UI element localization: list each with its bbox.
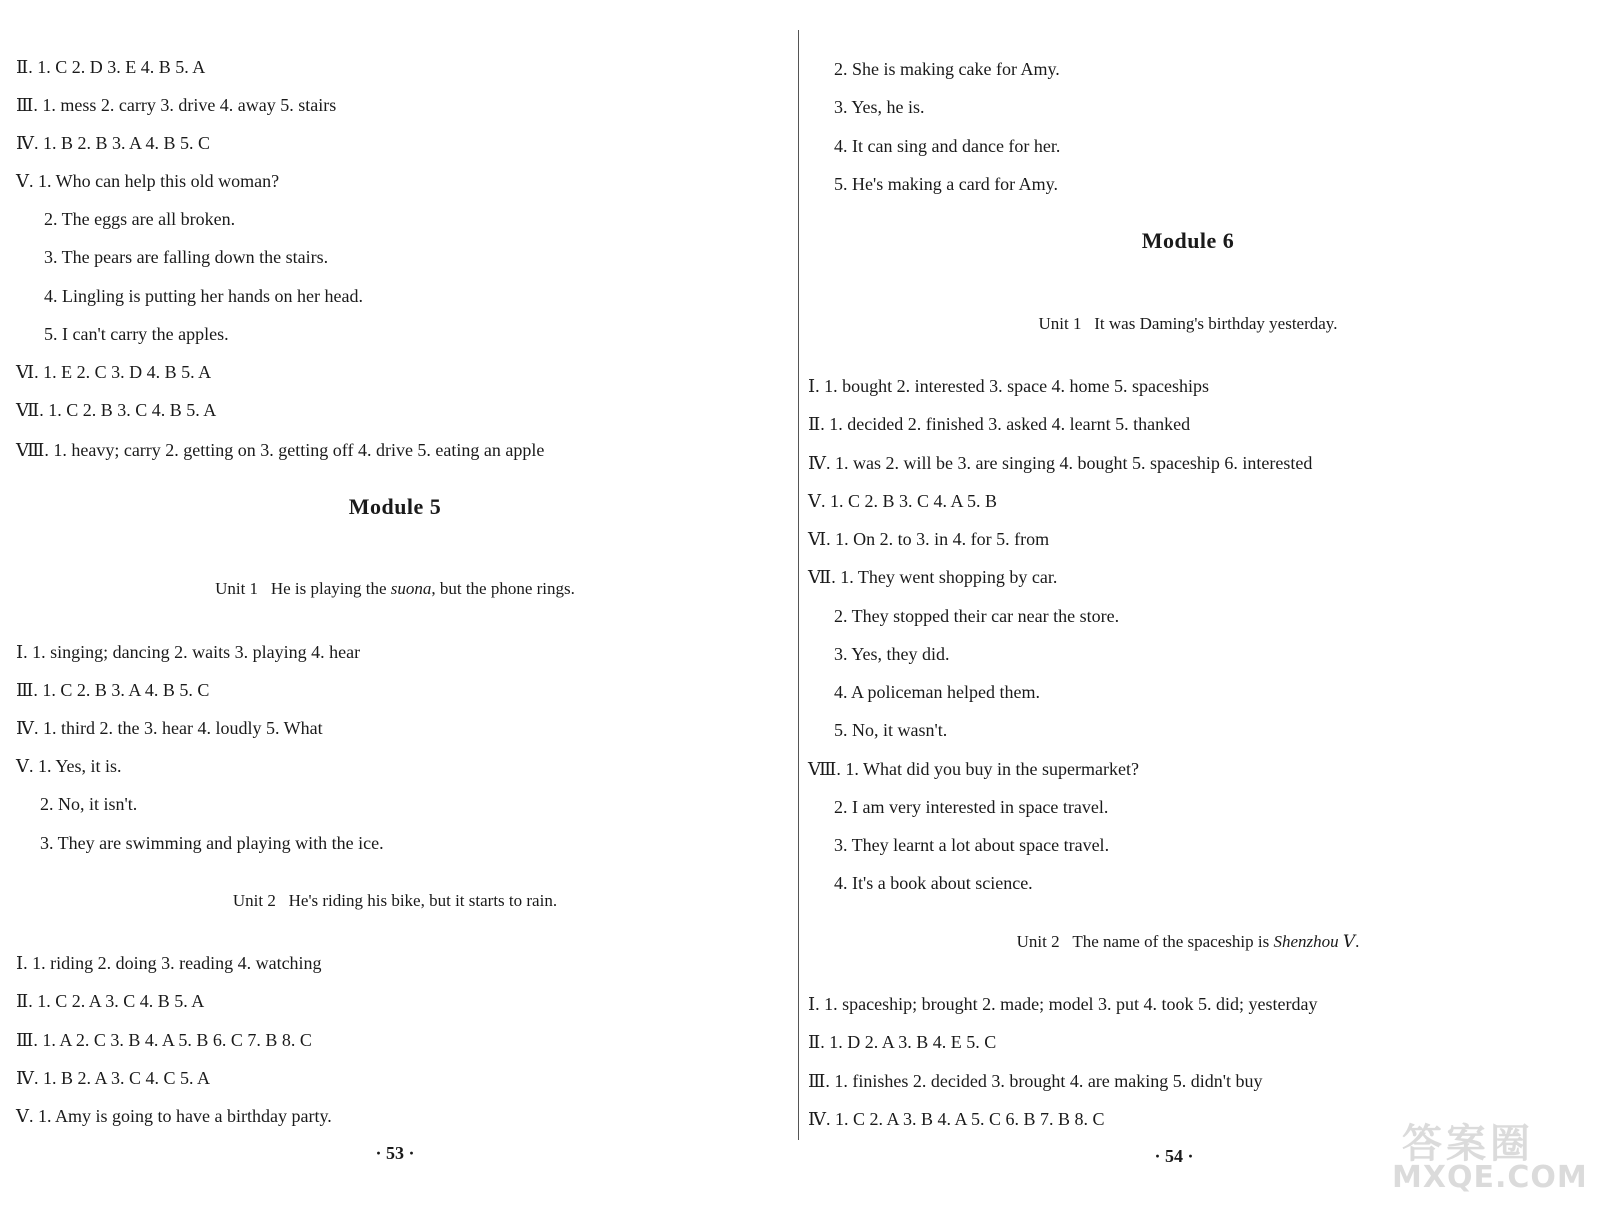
answer-line: Ⅷ. 1. heavy; carry 2. getting on 3. getting off 4. drive 5. eating an apple	[16, 440, 545, 460]
answer-line: 5. I can't carry the apples.	[44, 324, 229, 344]
answer-line: 5. No, it wasn't.	[834, 720, 948, 740]
unit-title-text: He is playing the	[270, 579, 391, 598]
answer-line: Ⅵ. 1. E 2. C 3. D 4. B 5. A	[16, 362, 212, 382]
answer-line: 4. It can sing and dance for her.	[834, 136, 1061, 156]
page-number: · 53 ·	[375, 1143, 415, 1163]
unit-title-italic: suona	[390, 579, 432, 598]
answer-line: Ⅶ. 1. They went shopping by car.	[808, 567, 1058, 587]
answer-line: 5. He's making a card for Amy.	[834, 174, 1059, 194]
answer-line: 3. Yes, they did.	[834, 644, 950, 664]
answer-line: Ⅳ. 1. was 2. will be 3. are singing 4. bought 5. spaceship 6. interested	[808, 453, 1313, 473]
left-page	[0, 0, 790, 1214]
answer-line: Ⅴ. 1. Amy is going to have a birthday party.	[16, 1106, 332, 1126]
answer-line: 3. They are swimming and playing with the ice.	[40, 833, 384, 853]
unit-title-text: He's riding his bike, but it starts to rain.	[288, 891, 558, 910]
unit-title	[0, 579, 790, 599]
answer-line: Ⅳ. 1. B 2. B 3. A 4. B 5. C	[16, 133, 211, 153]
answer-line: 2. The eggs are all broken.	[44, 209, 236, 229]
unit-title-italic: Shenzhou Ⅴ	[1273, 932, 1356, 951]
watermark-top-text: 答案圈	[1402, 1121, 1534, 1167]
right-page	[792, 0, 1600, 1214]
unit-title-text-end: .	[1355, 932, 1360, 951]
answer-line: Ⅰ. 1. riding 2. doing 3. reading 4. watching	[16, 953, 322, 973]
answer-line: Ⅱ. 1. D 2. A 3. B 4. E 5. C	[808, 1032, 997, 1052]
answer-line: Ⅰ. 1. spaceship; brought 2. made; model 3. put 4. took 5. did; yesterday	[808, 994, 1318, 1014]
unit-label: Unit 1	[215, 579, 259, 598]
unit-label: Unit 2	[232, 891, 276, 910]
answer-line: 2. No, it isn't.	[40, 794, 138, 814]
answer-line: 4. A policeman helped them.	[834, 682, 1040, 702]
answer-line: Ⅶ. 1. C 2. B 3. C 4. B 5. A	[16, 400, 217, 420]
answer-line: Ⅰ. 1. bought 2. interested 3. space 4. home 5. spaceships	[808, 376, 1210, 396]
answer-line: Ⅲ. 1. mess 2. carry 3. drive 4. away 5. stairs	[16, 95, 337, 115]
answer-line: Ⅳ. 1. C 2. A 3. B 4. A 5. C 6. B 7. B 8. C	[808, 1109, 1105, 1129]
answer-line: Ⅴ. 1. Who can help this old woman?	[16, 171, 280, 191]
answer-line: Ⅲ. 1. C 2. B 3. A 4. B 5. C	[16, 680, 210, 700]
answer-line: 3. The pears are falling down the stairs.	[44, 247, 329, 267]
answer-line: Ⅱ. 1. C 2. D 3. E 4. B 5. A	[16, 57, 206, 77]
answer-line: 3. They learnt a lot about space travel.	[834, 835, 1110, 855]
answer-line: 3. Yes, he is.	[834, 97, 925, 117]
answer-line: Ⅳ. 1. third 2. the 3. hear 4. loudly 5. What	[16, 718, 323, 738]
answer-line: Ⅲ. 1. A 2. C 3. B 4. A 5. B 6. C 7. B 8. C	[16, 1030, 312, 1050]
answer-line: 2. I am very interested in space travel.	[834, 797, 1109, 817]
module-title: Module 5	[348, 494, 442, 519]
answer-line: Ⅰ. 1. singing; dancing 2. waits 3. playing 4. hear	[16, 642, 361, 662]
answer-line: 2. They stopped their car near the store.	[834, 606, 1120, 626]
answer-line: 2. She is making cake for Amy.	[834, 59, 1060, 79]
answer-line: 4. It's a book about science.	[834, 873, 1033, 893]
page-number: · 54 ·	[1154, 1146, 1194, 1166]
answer-line: Ⅷ. 1. What did you buy in the supermarket?	[808, 759, 1139, 779]
answer-line: Ⅳ. 1. B 2. A 3. C 4. C 5. A	[16, 1068, 211, 1088]
answer-line: Ⅴ. 1. Yes, it is.	[16, 756, 122, 776]
unit-title-text-end: , but the phone rings.	[431, 579, 575, 598]
unit-title-text: The name of the spaceship is	[1072, 932, 1274, 951]
answer-line: 4. Lingling is putting her hands on her head.	[44, 286, 363, 306]
unit-title-text: It was Daming's birthday yesterday.	[1094, 314, 1338, 333]
answer-line: Ⅵ. 1. On 2. to 3. in 4. for 5. from	[808, 529, 1050, 549]
unit-title	[784, 932, 1592, 952]
answer-line: Ⅲ. 1. finishes 2. decided 3. brought 4. are making 5. didn't buy	[808, 1071, 1263, 1091]
module-title: Module 6	[1141, 228, 1235, 253]
unit-title	[784, 314, 1592, 334]
answer-line: Ⅱ. 1. C 2. A 3. C 4. B 5. A	[16, 991, 205, 1011]
unit-label: Unit 1	[1038, 314, 1082, 333]
unit-title	[0, 891, 790, 911]
watermark-logo	[1392, 1112, 1588, 1202]
answer-line: Ⅱ. 1. decided 2. finished 3. asked 4. learnt 5. thanked	[808, 414, 1191, 434]
watermark-bottom-text: MXQE.COM	[1392, 1160, 1588, 1195]
unit-label: Unit 2	[1016, 932, 1060, 951]
answer-line: Ⅴ. 1. C 2. B 3. C 4. A 5. B	[808, 491, 998, 511]
